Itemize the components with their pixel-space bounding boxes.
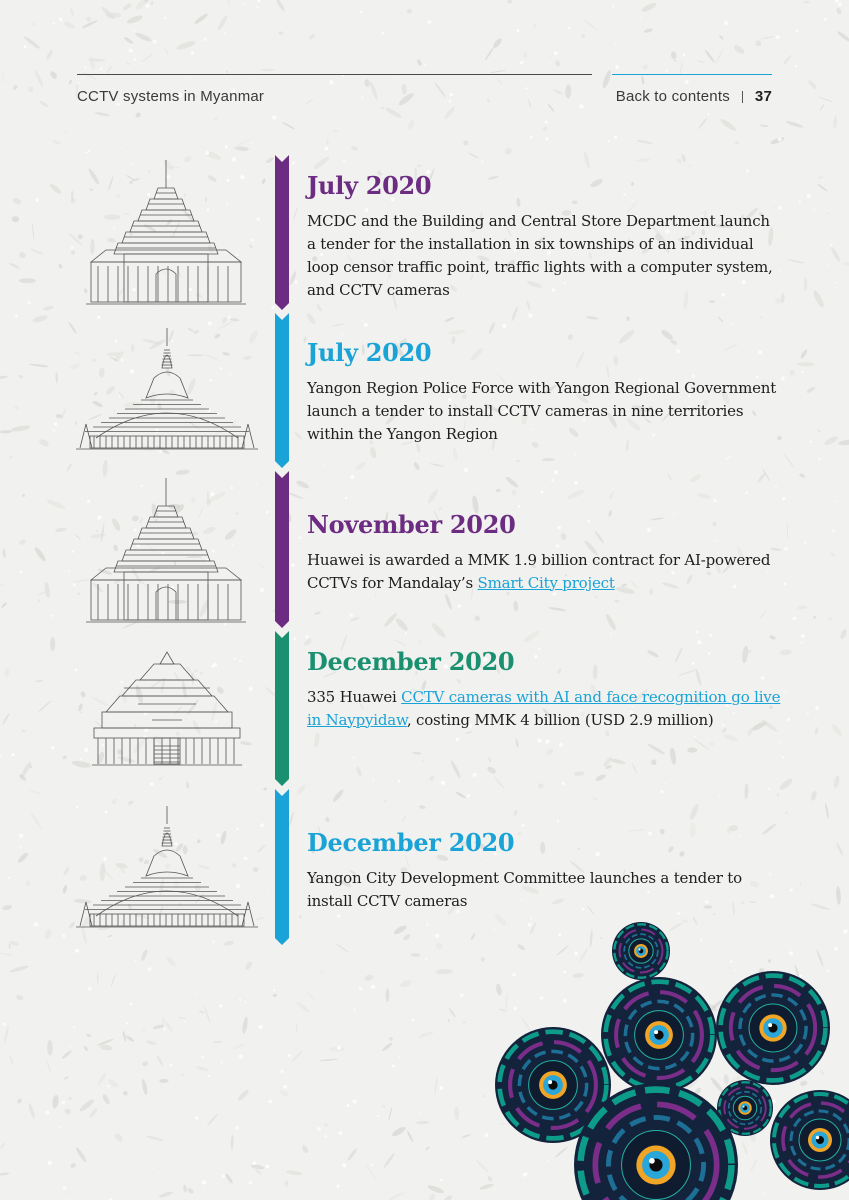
- smart-city-link[interactable]: Smart City project: [477, 573, 615, 592]
- page-number: 37: [754, 88, 772, 105]
- entry-text: MCDC and the Building and Central Store Department launch a tender for the installation in six townships of an individual loop censor traffic point, traffic lights with a computer system, and CCTV cameras: [307, 211, 773, 299]
- entry-text-before: Huawei is awarded a MMK 1.9 billion contract for AI-powered CCTVs for Mandalay’s: [307, 550, 771, 592]
- entry-text-after: , costing MMK 4 billion (USD 2.9 million): [406, 710, 714, 729]
- camera-lens: [601, 977, 717, 1093]
- entry-date: July 2020: [307, 171, 432, 200]
- back-to-contents-link[interactable]: Back to contents: [615, 88, 730, 105]
- naypyidaw-cctv-link[interactable]: CCTV cameras with AI and face recognition go live in Naypyidaw: [307, 687, 781, 729]
- entry-text: Yangon Region Police Force with Yangon Regional Government launch a tender to install CCTV cameras in nine territories within the Yangon Region: [307, 378, 777, 443]
- entry-date: December 2020: [307, 828, 515, 857]
- entry-text-before: 335 Huawei: [307, 687, 402, 706]
- camera-lens: [612, 922, 670, 980]
- entry-text: Yangon City Development Committee launches a tender to install CCTV cameras: [307, 868, 742, 910]
- entry-date: December 2020: [307, 647, 515, 676]
- document-title: CCTV systems in Myanmar: [77, 88, 265, 105]
- camera-lens: [716, 971, 830, 1085]
- entry-date: November 2020: [307, 510, 516, 539]
- entry-date: July 2020: [307, 338, 432, 367]
- camera-lens: [770, 1090, 849, 1190]
